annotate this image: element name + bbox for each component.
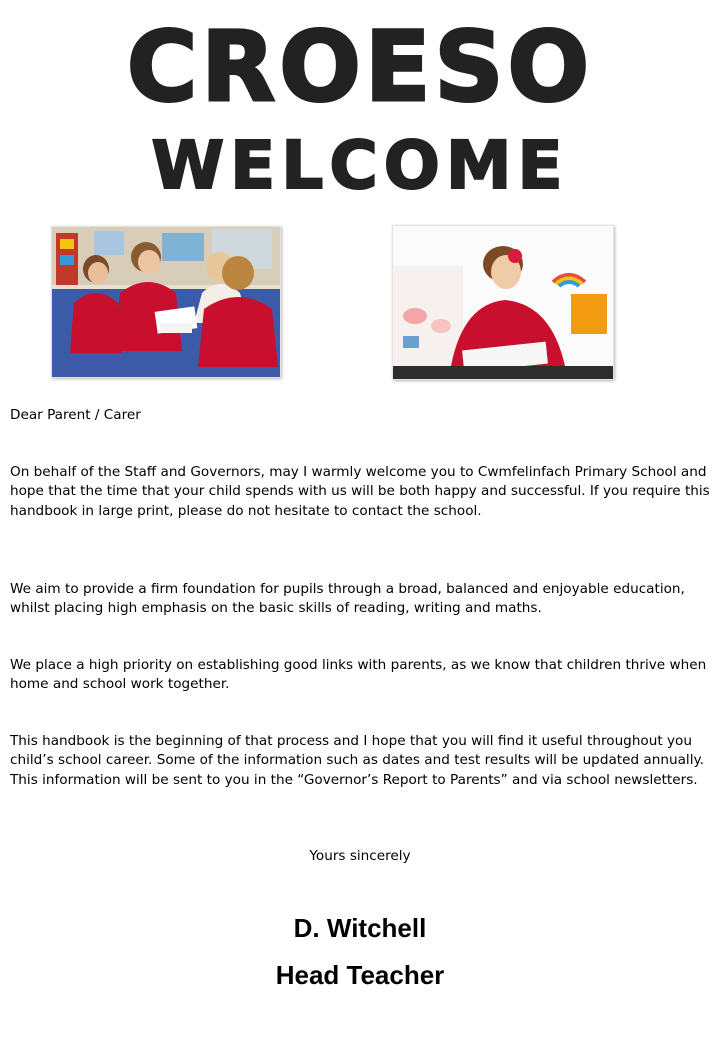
letter-paragraph-welcome: On behalf of the Staff and Governors, may I warmly welcome you to Cwmfelinfach Primary School and hope that the time that your child spends with us will be both happy and successful. If you require this handbook in large print, please do not hesitate to contact the school. (10, 464, 710, 519)
letter-paragraph-aims: We aim to provide a firm foundation for pupils through a broad, balanced and enjoyable education, whilst placing high emphasis on the basic skills of reading, writing and maths. (10, 581, 685, 617)
letter-salutation: Dear Parent / Carer (10, 407, 141, 423)
children-reading-group-photo (51, 226, 281, 378)
signature-role: Head Teacher (275, 960, 445, 990)
english-welcome-title: WELCOME (151, 127, 569, 204)
welsh-welcome-title: CROESO (126, 11, 594, 123)
letter-paragraph-parent-links: We place a high priority on establishing good links with parents, as we know that children thrive when home and school work together. (10, 657, 707, 693)
child-reading-at-desk-photo (392, 225, 614, 380)
letter-paragraph-handbook: This handbook is the beginning of that process and I hope that you will find it useful throughout you child’s school career. Some of the information such as dates and test results will be updated annually. This information will be sent to you in the “Governor’s Report to Parents” and via school newsletters. (10, 733, 704, 788)
letter-closing: Yours sincerely (309, 848, 411, 864)
signature-name: D. Witchell (293, 913, 427, 943)
